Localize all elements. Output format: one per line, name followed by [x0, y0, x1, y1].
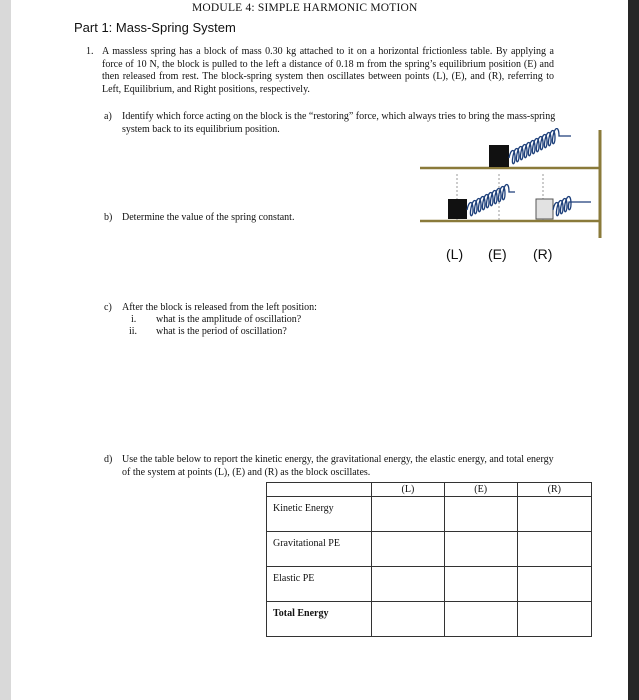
- part-c-item-label: ii.: [129, 326, 138, 337]
- label-right-position: (R): [533, 246, 553, 262]
- part-d-label: d): [104, 454, 113, 465]
- table-header-row: [267, 483, 592, 497]
- table-row-gravitational: [267, 532, 592, 567]
- part-c-item-text: what is the amplitude of oscillation?: [156, 314, 302, 325]
- cell-gravitational-r[interactable]: [517, 532, 591, 567]
- row-label-kinetic-energy: Kinetic Energy: [267, 497, 372, 532]
- block-equilibrium: [489, 145, 509, 167]
- part-a-text: Identify which force acting on the block is the “restoring” force, which always tries to bring the mass-spring system back to its equilibrium position.: [122, 111, 556, 135]
- page-left-margin: [0, 0, 11, 700]
- table-header-blank: [267, 483, 372, 497]
- cell-elastic-e[interactable]: [444, 567, 517, 602]
- row-label-elastic-pe: Elastic PE: [267, 567, 372, 602]
- row-label-total-energy: Total Energy: [267, 602, 372, 637]
- label-equilibrium-position: (E): [488, 246, 507, 262]
- table-header-equilibrium: (E): [444, 483, 517, 497]
- cell-total-r[interactable]: [517, 602, 591, 637]
- question-number: 1.: [86, 46, 94, 57]
- row-label-gravitational-pe: Gravitational PE: [267, 532, 372, 567]
- cell-gravitational-e[interactable]: [444, 532, 517, 567]
- cell-total-e[interactable]: [444, 602, 517, 637]
- block-left: [448, 199, 467, 219]
- part-c-item-label: i.: [131, 314, 137, 325]
- spring-stretched: [467, 185, 515, 216]
- energy-table: [266, 482, 592, 637]
- spring-compressed: [553, 197, 591, 216]
- part-b-label: b): [104, 212, 113, 223]
- page-right-margin: [628, 0, 639, 700]
- cell-kinetic-e[interactable]: [444, 497, 517, 532]
- part-c-item-text: what is the period of oscillation?: [156, 326, 287, 337]
- table-header-left: (L): [372, 483, 445, 497]
- cell-kinetic-r[interactable]: [517, 497, 591, 532]
- table-row-kinetic: [267, 497, 592, 532]
- mass-spring-diagram: [420, 128, 605, 240]
- spring-equilibrium: [509, 129, 571, 164]
- part-d-text: Use the table below to report the kinetic energy, the gravitational energy, the elastic energy, and total energy of the system at points (L), (E) and (R) as the block oscillates.: [122, 454, 554, 478]
- label-left-position: (L): [446, 246, 464, 262]
- table-row-elastic: [267, 567, 592, 602]
- part-c-text: After the block is released from the left position:: [122, 302, 317, 313]
- part-b-text: Determine the value of the spring constant.: [122, 212, 295, 223]
- cell-total-l[interactable]: [372, 602, 445, 637]
- cell-kinetic-l[interactable]: [372, 497, 445, 532]
- module-title: MODULE 4: SIMPLE HARMONIC MOTION: [192, 2, 418, 14]
- part-c-label: c): [104, 302, 112, 313]
- cell-gravitational-l[interactable]: [372, 532, 445, 567]
- table-row-total: [267, 602, 592, 637]
- question-text: A massless spring has a block of mass 0.30 kg attached to it on a horizontal frictionless table. By applying a force of 10 N, the block is pulled to the left a distance of 0.18 m from the spring’s equilibrium position (E) and then released from rest. The block-spring system then oscillates between points (L), (E), and (R), referring to Left, Equilibrium, and Right positions, respectively.: [102, 46, 554, 95]
- table-header-right: (R): [517, 483, 591, 497]
- part-title: Part 1: Mass-Spring System: [74, 20, 236, 35]
- block-right-ghost: [536, 199, 553, 219]
- cell-elastic-l[interactable]: [372, 567, 445, 602]
- part-a-label: a): [104, 111, 112, 122]
- cell-elastic-r[interactable]: [517, 567, 591, 602]
